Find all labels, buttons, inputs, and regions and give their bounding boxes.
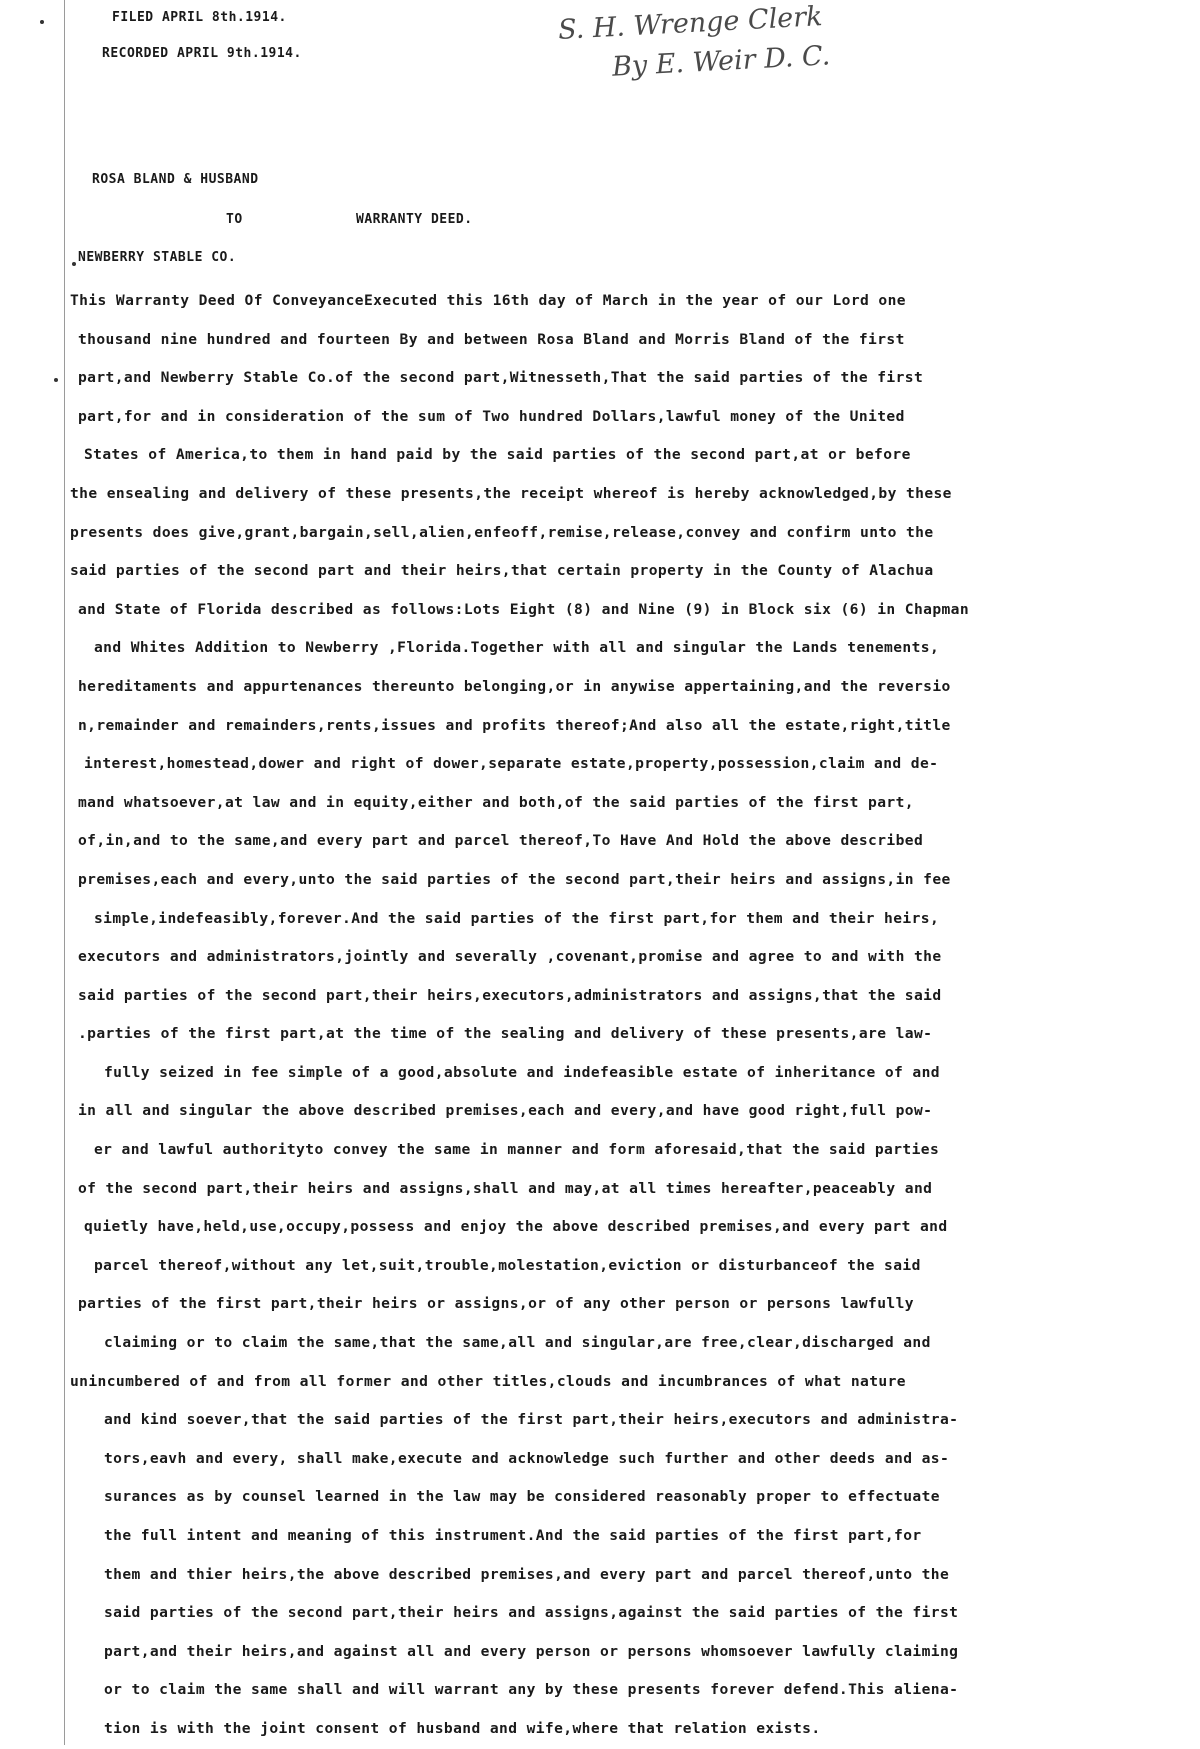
deed-line: tors,eavh and every, shall make,execute and acknowledge such further and other deeds and as- xyxy=(104,1449,950,1467)
to-label: TO xyxy=(226,212,243,227)
deed-line: part,and Newberry Stable Co.of the second part,Witnesseth,That the said parties of the first xyxy=(78,369,924,387)
deed-line: simple,indefeasibly,forever.And the said parties of the first part,for them and their heirs, xyxy=(94,909,940,927)
filed-stamp: FILED APRIL 8th.1914. xyxy=(112,10,287,25)
left-margin-rule xyxy=(64,0,65,1745)
deed-line: the full intent and meaning of this instrument.And the said parties of the first part,for xyxy=(104,1527,922,1544)
deed-line: thousand nine hundred and fourteen By and between Rosa Bland and Morris Bland of the first xyxy=(78,330,905,348)
deed-line: fully seized in fee simple of a good,absolute and indefeasible estate of inheritance of and xyxy=(104,1063,940,1081)
deed-line: and State of Florida described as follows:Lots Eight (8) and Nine (9) in Block six (6) in Chapman xyxy=(78,600,970,618)
deed-line: surances as by counsel learned in the law may be considered reasonably proper to effectuate xyxy=(104,1488,940,1506)
deed-line: of the second part,their heirs and assigns,shall and may,at all times hereafter,peaceably and xyxy=(78,1179,933,1197)
deed-line: part,and their heirs,and against all and every person or persons whomsoever lawfully claiming xyxy=(104,1642,959,1660)
deed-line: and kind soever,that the said parties of the first part,their heirs,executors and administra- xyxy=(104,1411,959,1429)
deed-line: parties of the first part,their heirs or assigns,or of any other person or persons lawfully xyxy=(78,1295,914,1313)
deed-line: .parties of the first part,at the time of the sealing and delivery of these presents,are law- xyxy=(78,1025,933,1043)
clerk-signature: S. H. Wrenge Clerk xyxy=(557,1,824,46)
deed-line: said parties of the second part,their heirs and assigns,against the said parties of the first xyxy=(104,1604,959,1622)
deed-line: States of America,to them in hand paid by the said parties of the second part,at or before xyxy=(84,446,911,464)
deed-line: or to claim the same shall and will warrant any by these presents forever defend.This aliena- xyxy=(104,1681,959,1699)
grantee-name: NEWBERRY STABLE CO. xyxy=(78,250,237,265)
deed-body xyxy=(70,282,1070,1749)
deed-line: them and thier heirs,the above described premises,and every part and parcel thereof,unto the xyxy=(104,1565,950,1583)
instrument-title: WARRANTY DEED. xyxy=(356,212,473,227)
deed-line: er and lawful authorityto convey the same in manner and form aforesaid,that the said parties xyxy=(94,1141,940,1159)
deed-line: part,for and in consideration of the sum of Two hundred Dollars,lawful money of the United xyxy=(78,407,905,425)
grantor-name: ROSA BLAND & HUSBAND xyxy=(92,172,259,187)
deed-line: quietly have,held,use,occupy,possess and enjoy the above described premises,and every part and xyxy=(84,1218,948,1236)
margin-mark xyxy=(54,378,58,382)
deed-line: of,in,and to the same,and every part and parcel thereof,To Have And Hold the above described xyxy=(78,832,924,850)
deed-line: in all and singular the above described premises,each and every,and have good right,full pow- xyxy=(78,1102,933,1120)
deed-line: and Whites Addition to Newberry ,Florida.Together with all and singular the Lands tenements, xyxy=(94,639,940,657)
margin-mark xyxy=(40,20,44,24)
deed-line: the ensealing and delivery of these presents,the receipt whereof is hereby acknowledged,by these xyxy=(70,484,952,502)
deed-line: unincumbered of and from all former and other titles,clouds and incumbrances of what nature xyxy=(70,1372,906,1390)
deed-line: said parties of the second part and their heirs,that certain property in the County of Alachua xyxy=(70,562,934,580)
deputy-clerk-signature: By E. Weir D. C. xyxy=(611,40,832,83)
deed-line: hereditaments and appurtenances thereunto belonging,or in anywise appertaining,and the reversio xyxy=(78,677,951,695)
deed-line: This Warranty Deed Of ConveyanceExecuted this 16th day of March in the year of our Lord one xyxy=(70,292,906,309)
deed-line: interest,homestead,dower and right of dower,separate estate,property,possession,claim and de- xyxy=(84,755,939,773)
recorded-stamp: RECORDED APRIL 9th.1914. xyxy=(102,46,302,61)
deed-line: parcel thereof,without any let,suit,trouble,molestation,eviction or disturbanceof the said xyxy=(94,1256,921,1274)
deed-line: said parties of the second part,their heirs,executors,administrators and assigns,that the said xyxy=(78,986,942,1004)
deed-line: tion is with the joint consent of husband and wife,where that relation exists. xyxy=(104,1719,821,1737)
deed-line: premises,each and every,unto the said parties of the second part,their heirs and assigns,in fee xyxy=(78,870,951,888)
deed-line: n,remainder and remainders,rents,issues and profits thereof;And also all the estate,right,title xyxy=(78,716,951,734)
margin-mark xyxy=(72,262,76,266)
deed-line: mand whatsoever,at law and in equity,either and both,of the said parties of the first part, xyxy=(78,793,914,811)
deed-line: presents does give,grant,bargain,sell,alien,enfeoff,remise,release,convey and confirm unto the xyxy=(70,523,934,541)
deed-line: executors and administrators,jointly and severally ,covenant,promise and agree to and with the xyxy=(78,948,942,966)
deed-line: claiming or to claim the same,that the same,all and singular,are free,clear,discharged and xyxy=(104,1334,931,1352)
